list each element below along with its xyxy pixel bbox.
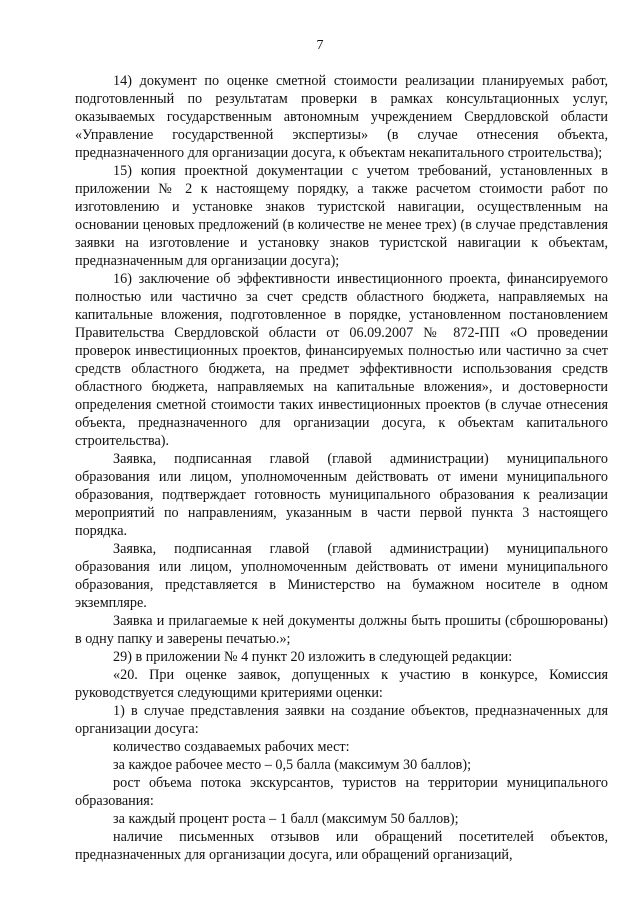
page-number: 7	[316, 38, 324, 53]
paragraph-item-14: 14) документ по оценке сметной стоимости реализации планируемых работ, подготовленный по результатам проверки в рамках консультационных услуг, оказываемых государственным автономным учреждением Свердловской области «Управление государственной экспертизы» (в случае отнесения объекта, предназначенного для организации досуга, к объектам некапитального строительства);	[75, 73, 608, 161]
paragraph-item-15: 15) копия проектной документации с учетом требований, установленных в приложении № 2 к настоящему порядку, а также расчетом стоимости работ по изготовлению и установке знаков туристской навигации, осуществленным на основании ценовых предложений (в количестве не менее трех) (в случае представления заявки на изготовление и установку знаков туристской навигации к объектам, предназначенным для организации досуга);	[75, 163, 608, 269]
paragraph-amendment-29: 29) в приложении № 4 пункт 20 изложить в следующей редакции:	[113, 649, 513, 665]
paragraph-feedback: наличие письменных отзывов или обращений посетителей объектов, предназначенных для организации досуга, или обращений организаций,	[75, 829, 608, 863]
paragraph-application-binding: Заявка и прилагаемые к ней документы должны быть прошиты (сброшюрованы) в одну папку и заверены печатью.»;	[75, 613, 608, 647]
paragraph-application-readiness: Заявка, подписанная главой (главой администрации) муниципального образования или лицом, уполномоченным действовать от имени муниципального образования, подтверждает готовность муниципального образования к реализации мероприятий по направлениям, указанным в части первой пункта 3 настоящего порядка.	[75, 451, 608, 539]
document-body	[75, 72, 608, 864]
paragraph-criterion-1: 1) в случае представления заявки на создание объектов, предназначенных для организации досуга:	[75, 703, 608, 737]
paragraph-application-submission: Заявка, подписанная главой (главой администрации) муниципального образования или лицом, уполномоченным действовать от имени муниципального образования, представляется в Министерство на бумажном носителе в одном экземпляре.	[75, 541, 608, 611]
paragraph-growth-score: за каждый процент роста – 1 балл (максимум 50 баллов);	[113, 811, 459, 827]
paragraph-jobs-score: за каждое рабочее место – 0,5 балла (максимум 30 баллов);	[113, 757, 472, 773]
paragraph-item-16: 16) заключение об эффективности инвестиционного проекта, финансируемого полностью или частично за счет средств областного бюджета, направляемых на капитальные вложения, подготовленное в порядке, установленном постановлением Правительства Свердловской области от 06.09.2007 № 872-ПП «О проведении проверок инвестиционных проектов, финансируемых полностью или частично за счет средств областного бюджета, на предмет эффективности использования средств областного бюджета, направляемых на капитальные вложения», и достоверности определения сметной стоимости таких инвестиционных проектов (в случае отнесения объекта, предназначенного для организации досуга, к объектам капитального строительства).	[75, 271, 608, 449]
paragraph-tourist-growth: рост объема потока экскурсантов, туристов на территории муниципального образования:	[75, 775, 608, 809]
paragraph-jobs-count: количество создаваемых рабочих мест:	[113, 739, 350, 755]
paragraph-clause-20: «20. При оценке заявок, допущенных к участию в конкурсе, Комиссия руководствуется следующими критериями оценки:	[75, 667, 608, 701]
